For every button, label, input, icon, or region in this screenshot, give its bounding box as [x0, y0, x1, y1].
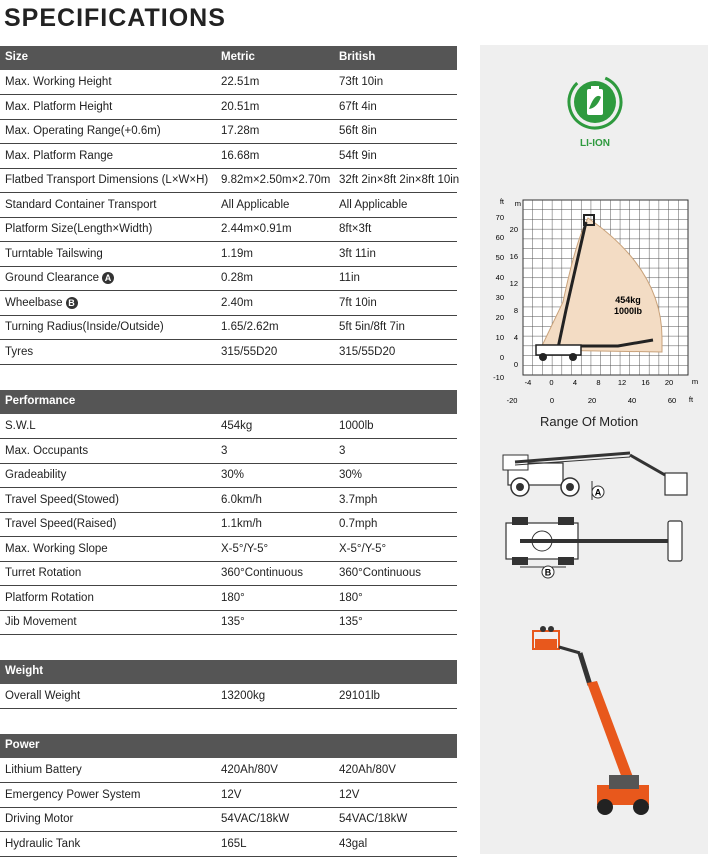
spec-row	[0, 439, 457, 464]
spec-label-text: Max. Occupants	[5, 444, 89, 457]
metric-value: 54VAC/18kW	[221, 813, 290, 825]
spec-label-text: S.W.L	[5, 420, 36, 432]
spec-label-text: Standard Container Transport	[5, 198, 157, 211]
british-value: 43gal	[339, 837, 368, 850]
spec-row	[0, 217, 457, 242]
british-value: 3	[339, 444, 346, 457]
metric-value: All Applicable	[221, 198, 290, 211]
spec-row	[0, 291, 457, 316]
spec-row	[0, 684, 457, 709]
british-value: 8ft×3ft	[339, 223, 372, 235]
british-value: 56ft 8in	[339, 125, 377, 137]
side-view-diagram	[500, 445, 695, 505]
spec-label	[5, 445, 88, 457]
spec-row	[0, 610, 457, 635]
spec-label-text: Jib Movement	[5, 616, 77, 628]
metric-value: 16.68m	[221, 149, 260, 162]
spec-label	[5, 101, 112, 113]
spec-label	[5, 150, 113, 162]
metric-value: 13200kg	[221, 690, 266, 702]
spec-label-text: Max. Working Slope	[5, 542, 108, 555]
dimension-badge: A	[102, 272, 114, 284]
spec-label	[5, 174, 208, 186]
y-ft-tick-label: 0	[499, 353, 504, 362]
spec-label	[5, 125, 161, 137]
british-value: 3ft 11in	[339, 247, 376, 260]
spec-label	[5, 616, 77, 628]
metric-value: 1.65/2.62m	[221, 321, 279, 333]
british-value: 5ft 5in/8ft 7in	[339, 321, 405, 333]
spec-row	[0, 340, 457, 365]
li-ion-label: LI-ION	[580, 138, 610, 149]
spec-label-text: Max. Working Height	[5, 76, 112, 88]
spec-row	[0, 463, 457, 488]
spec-label-text: Wheelbase	[5, 296, 63, 309]
x-m-tick-label: 16	[641, 378, 650, 387]
metric-value: 12V	[221, 788, 242, 801]
spec-label-text: Ground Clearance	[5, 272, 99, 285]
ground-clearance-marker: A	[594, 487, 602, 498]
spec-label-text: Overall Weight	[5, 690, 81, 702]
spec-label-text: Max. Platform Height	[5, 100, 113, 113]
spec-label	[5, 199, 157, 211]
spec-label	[5, 420, 36, 432]
spec-row	[0, 95, 457, 120]
spec-row	[0, 266, 457, 291]
british-value: 1000lb	[339, 420, 374, 432]
y-ft-tick-label: 70	[495, 213, 504, 222]
range-of-motion-caption: Range Of Motion	[540, 414, 639, 429]
x-m-tick-label: -4	[524, 378, 532, 387]
spec-row	[0, 537, 457, 562]
british-value: 135°	[339, 616, 363, 628]
british-value: 360°Continuous	[339, 567, 421, 579]
spec-label-text: Turntable Tailswing	[5, 247, 103, 260]
li-ion-badge	[560, 70, 630, 155]
y-ft-tick-label: 50	[495, 253, 504, 262]
y-m-tick-label: 20	[509, 225, 518, 234]
metric-value: 180°	[221, 591, 245, 604]
y-ft-unit: ft	[499, 197, 504, 206]
y-ft-tick-label: 60	[495, 233, 504, 242]
metric-value: 6.0km/h	[221, 493, 262, 506]
x-m-tick-label: 20	[664, 378, 674, 387]
spec-label	[5, 494, 119, 506]
battery-leaf-icon	[560, 70, 630, 138]
spec-label	[5, 346, 33, 358]
boom-lift-illustration	[525, 625, 660, 820]
spec-label-text: Tyres	[5, 345, 34, 358]
metric-value: 9.82m×2.50m×2.70m	[221, 174, 331, 186]
spec-row	[0, 832, 457, 857]
metric-value: 2.40m	[221, 296, 253, 309]
british-value: 54ft 9in	[339, 149, 377, 162]
x-ft-tick-label: 60	[667, 396, 677, 405]
british-value: 315/55D20	[339, 345, 396, 358]
metric-value: 2.44m×0.91m	[221, 223, 292, 235]
x-m-tick-label: 8	[596, 378, 601, 387]
spec-label	[5, 272, 114, 284]
metric-value: 1.19m	[221, 247, 253, 260]
top-view-diagram	[500, 515, 695, 580]
spec-label-text: Flatbed Transport Dimensions (L×W×H)	[5, 174, 209, 186]
y-ft-tick-label: 20	[495, 313, 504, 322]
metric-value: 454kg	[221, 420, 253, 432]
y-m-tick-label: 8	[513, 306, 518, 315]
british-value: 420Ah/80V	[339, 764, 396, 776]
power-header	[0, 734, 457, 758]
y-m-tick-label: 16	[509, 252, 518, 261]
metric-value: 0.28m	[221, 272, 253, 284]
spec-label-text: Turret Rotation	[5, 567, 82, 579]
spec-label-text: Travel Speed(Raised)	[5, 518, 117, 530]
spec-row	[0, 242, 457, 267]
spec-label-text: Hydraulic Tank	[5, 837, 81, 850]
spec-label	[5, 813, 73, 825]
metric-value: 360°Continuous	[221, 567, 303, 579]
british-value: 54VAC/18kW	[339, 813, 408, 825]
spec-row	[0, 70, 457, 95]
spec-label	[5, 764, 82, 776]
british-value: 12V	[339, 788, 360, 801]
spec-label	[5, 592, 94, 604]
british-value: 32ft 2in×8ft 2in×8ft 10in	[339, 174, 460, 186]
british-value: 29101lb	[339, 690, 380, 702]
spec-label	[5, 321, 164, 333]
performance-header	[0, 390, 457, 414]
range-of-motion-chart	[488, 190, 703, 410]
british-value: 0.7mph	[339, 518, 378, 530]
spec-label	[5, 789, 141, 801]
spec-label-text: Driving Motor	[5, 813, 74, 825]
y-ft-tick-label: 10	[495, 333, 504, 342]
metric-value: X-5°/Y-5°	[221, 542, 269, 555]
spec-label	[5, 567, 81, 579]
y-m-tick-label: 0	[513, 360, 518, 369]
metric-value: 3	[221, 444, 228, 457]
british-value: 3.7mph	[339, 493, 378, 506]
metric-header-label: Metric	[221, 51, 255, 63]
dimension-badge: B	[66, 297, 78, 309]
spec-label-text: Max. Platform Range	[5, 149, 114, 162]
x-m-unit: m	[691, 377, 699, 386]
spec-row	[0, 193, 457, 218]
spec-row	[0, 758, 457, 783]
spec-label	[5, 248, 103, 260]
british-value: 180°	[339, 591, 363, 604]
y-m-tick-label: 12	[509, 279, 518, 288]
british-value: 7ft 10in	[339, 296, 377, 309]
y-ft-tick-label: -10	[493, 373, 504, 382]
spec-label	[5, 469, 66, 481]
spec-row	[0, 807, 457, 832]
weight-header-label: Weight	[5, 665, 44, 677]
metric-value: 315/55D20	[221, 345, 278, 358]
spec-label-text: Max. Operating Range(+0.6m)	[5, 125, 161, 137]
metric-value: 30%	[221, 469, 245, 481]
load-kg-label: 454kg	[615, 295, 641, 305]
x-ft-unit: ft	[688, 395, 694, 404]
spec-row	[0, 144, 457, 169]
british-value: X-5°/Y-5°	[339, 542, 387, 555]
spec-label	[5, 518, 116, 530]
spec-row	[0, 783, 457, 808]
metric-value: 135°	[221, 616, 245, 628]
spec-label-text: Travel Speed(Stowed)	[5, 493, 119, 506]
british-value: All Applicable	[339, 198, 408, 211]
metric-value: 1.1km/h	[221, 518, 262, 530]
metric-value: 20.51m	[221, 100, 260, 113]
y-ft-tick-label: 40	[495, 273, 504, 282]
y-m-tick-label: 4	[513, 333, 518, 342]
spec-label-text: Gradeability	[5, 469, 67, 481]
spec-label-text: Platform Size(Length×Width)	[5, 223, 153, 235]
metric-value: 17.28m	[221, 125, 260, 137]
size-header	[0, 46, 457, 70]
spec-row	[0, 315, 457, 340]
spec-row	[0, 119, 457, 144]
spec-label-text: Lithium Battery	[5, 764, 82, 776]
x-ft-tick-label: 20	[587, 396, 597, 405]
british-value: 11in	[339, 272, 360, 284]
british-value: 73ft 10in	[339, 76, 384, 88]
spec-label	[5, 223, 152, 235]
x-m-tick-label: 4	[572, 378, 578, 387]
y-m-unit: m	[514, 199, 521, 208]
spec-label	[5, 297, 78, 309]
wheel	[539, 353, 547, 361]
x-m-tick-label: 12	[617, 378, 627, 387]
page-title: SPECIFICATIONS	[4, 4, 226, 32]
metric-value: 420Ah/80V	[221, 764, 278, 776]
spec-label	[5, 543, 108, 555]
spec-row	[0, 512, 457, 537]
spec-label	[5, 838, 80, 850]
y-ft-tick-label: 30	[495, 293, 504, 302]
spec-label-text: Platform Rotation	[5, 591, 94, 604]
spec-row	[0, 414, 457, 439]
spec-row	[0, 561, 457, 586]
metric-value: 22.51m	[221, 76, 260, 88]
spec-row	[0, 586, 457, 611]
performance-header-label: Performance	[5, 395, 76, 407]
spec-row	[0, 488, 457, 513]
british-header-label: British	[339, 51, 376, 63]
metric-value: 165L	[221, 837, 247, 850]
x-ft-tick-label: 0	[549, 396, 555, 405]
spec-label-text: Turning Radius(Inside/Outside)	[5, 321, 164, 333]
wheel	[569, 353, 577, 361]
spec-label	[5, 76, 112, 88]
spec-row	[0, 168, 460, 193]
x-ft-tick-label: 40	[627, 396, 637, 405]
spec-label	[5, 690, 80, 702]
x-m-tick-label: 0	[549, 378, 554, 387]
spec-label-text: Emergency Power System	[5, 788, 141, 801]
wheelbase-marker: B	[544, 567, 552, 578]
british-value: 67ft 4in	[339, 100, 377, 113]
load-lb-label: 1000lb	[613, 306, 643, 316]
x-ft-tick-label: -20	[506, 396, 518, 405]
british-value: 30%	[339, 469, 363, 481]
size-header-label: Size	[5, 51, 29, 63]
weight-header	[0, 660, 457, 684]
power-header-label: Power	[5, 739, 40, 751]
